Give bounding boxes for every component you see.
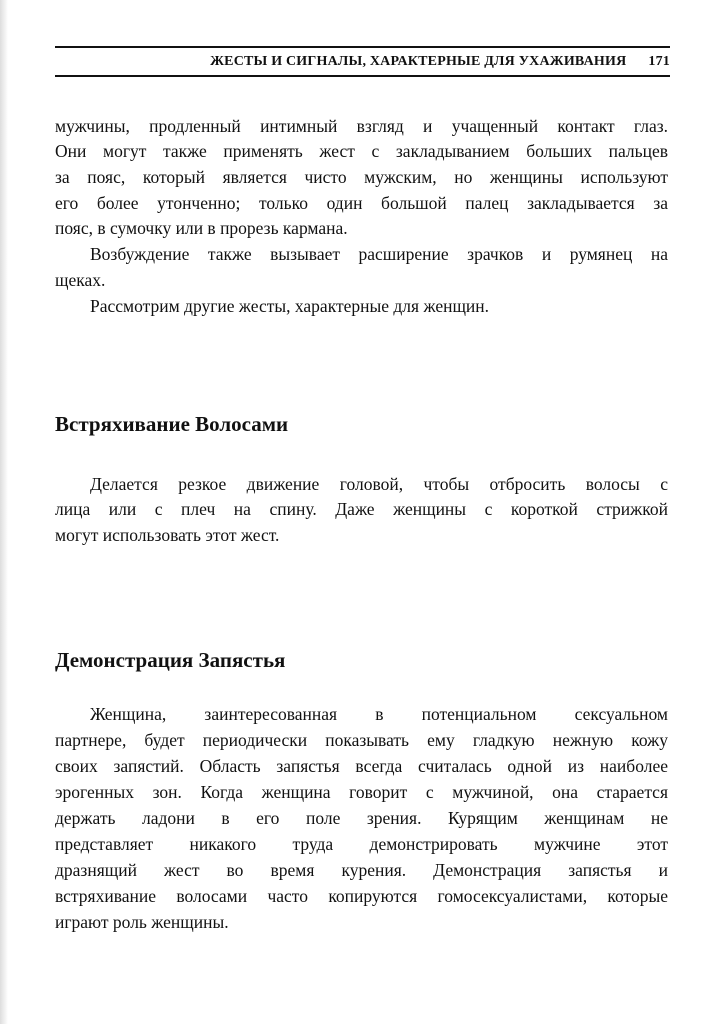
- page-number: 171: [648, 54, 670, 69]
- text-line: встряхивание волосами часто копируются гомосексуалистами, которые: [55, 886, 668, 906]
- text-line: Женщина, заинтересованная в потенциальном сексуальном: [90, 704, 668, 724]
- text-line: могут использовать этот жест.: [55, 525, 280, 545]
- text-line: держать ладони в его поле зрения. Курящим женщинам не: [55, 808, 668, 828]
- text-line: лица или с плеч на спину. Даже женщины с короткой стрижкой: [55, 499, 668, 519]
- page-edge-shadow: [0, 0, 8, 1024]
- text-line: играют роль женщины.: [55, 912, 229, 932]
- text-line: Делается резкое движение головой, чтобы отбросить волосы с: [90, 474, 668, 494]
- text-line: щеках.: [55, 270, 106, 290]
- text-line: своих запястий. Область запястья всегда считалась одной из наиболее: [55, 756, 668, 776]
- text-line: Возбуждение также вызывает расширение зрачков и румянец на: [90, 244, 668, 264]
- text-line: представляет никакого труда демонстрировать мужчине этот: [55, 834, 668, 854]
- text-line: его более утонченно; только один большой палец закладывается за: [55, 193, 668, 213]
- section-heading-hair-toss: Встряхивание Волосами: [55, 412, 289, 436]
- text-line: мужчины, продленный интимный взгляд и учащенный контакт глаз.: [55, 116, 668, 136]
- text-line: эрогенных зон. Когда женщина говорит с мужчиной, она старается: [55, 782, 668, 802]
- header-bottom-rule: [55, 75, 670, 77]
- running-title: ЖЕСТЫ И СИГНАЛЫ, ХАРАКТЕРНЫЕ ДЛЯ УХАЖИВАНИЯ: [210, 54, 627, 69]
- text-line: Они могут также применять жест с закладыванием больших пальцев: [55, 141, 668, 161]
- text-line: пояс, в сумочку или в прорезь кармана.: [55, 218, 348, 238]
- header-top-rule: [55, 46, 670, 48]
- running-header: [55, 52, 670, 72]
- text-line: за пояс, который является чисто мужским, но женщины используют: [55, 167, 668, 187]
- text-line: Рассмотрим другие жесты, характерные для женщин.: [90, 296, 490, 316]
- section-heading-wrist-display: Демонстрация Запястья: [55, 648, 286, 672]
- text-line: дразнящий жест во время курения. Демонстрация запястья и: [55, 860, 668, 880]
- text-line: партнере, будет периодически показывать ему гладкую нежную кожу: [55, 730, 668, 750]
